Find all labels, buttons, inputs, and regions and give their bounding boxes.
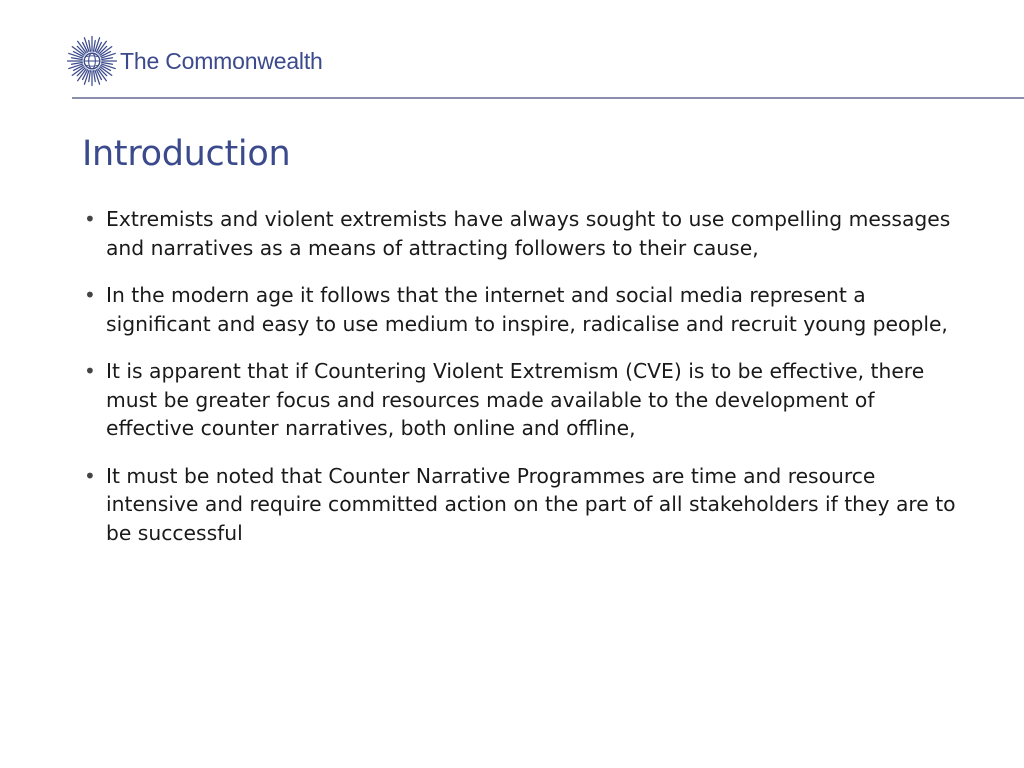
slide-title: Introduction xyxy=(82,134,291,174)
bullet-item: • In the modern age it follows that the internet and social media represent a significant and easy to use medium to inspire, radicalise and recruit young people, xyxy=(84,281,964,338)
bullet-item: • Extremists and violent extremists have always sought to use compelling messages and narratives as a means of attracting followers to their cause, xyxy=(84,205,964,262)
commonwealth-globe-icon xyxy=(66,35,118,87)
logo xyxy=(66,30,323,92)
header-divider xyxy=(72,97,1024,99)
bullet-list xyxy=(84,205,964,566)
bullet-item: • It is apparent that if Countering Violent Extremism (CVE) is to be effective, there must be greater focus and resources made available to the development of effective counter narratives, both online and offline, xyxy=(84,357,964,443)
brand-name: The Commonwealth xyxy=(120,47,323,74)
bullet-item: • It must be noted that Counter Narrative Programmes are time and resource intensive and require committed action on the part of all stakeholders if they are to be successful xyxy=(84,462,964,548)
